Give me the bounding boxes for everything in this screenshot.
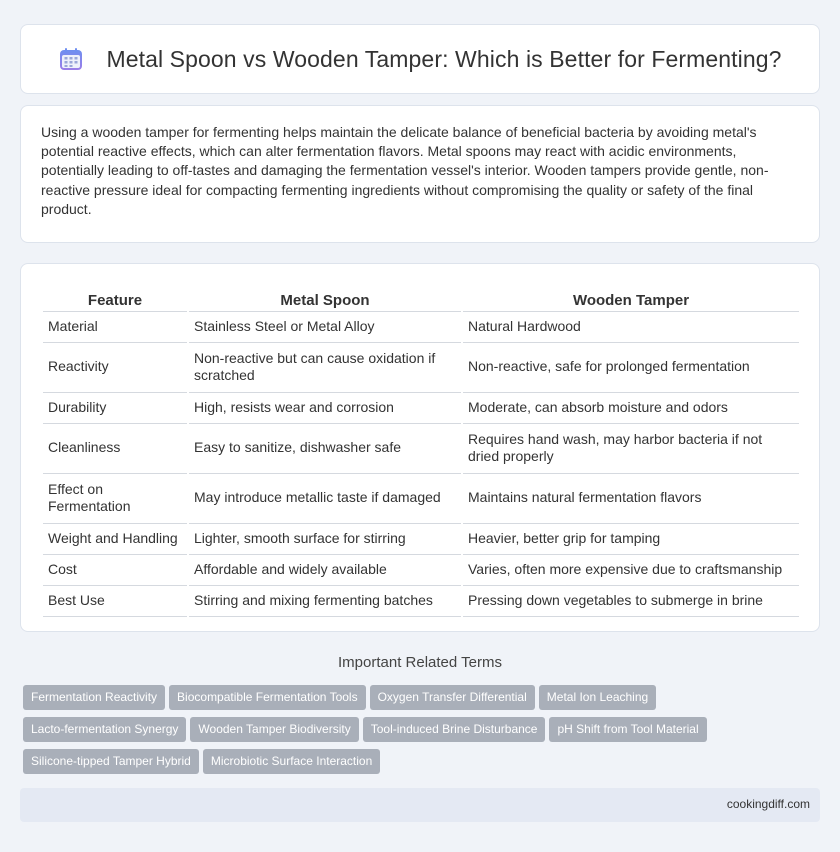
table-cell: Requires hand wash, may harbor bacteria if not dried properly [462,423,799,473]
header-card [20,24,820,94]
table-cell: Weight and Handling [43,523,188,554]
table-cell: Durability [43,392,188,423]
footer-site-link[interactable]: cookingdiff.com [726,797,810,811]
comparison-table-card [20,263,820,632]
header-feature: Feature [43,286,188,311]
term-tag[interactable]: Fermentation Reactivity [23,685,165,710]
footer [20,788,820,822]
table-cell: Stainless Steel or Metal Alloy [188,311,462,342]
table-cell: Moderate, can absorb moisture and odors [462,392,799,423]
table-cell: Effect on Fermentation [43,473,188,523]
title-wrap [58,46,781,73]
table-cell: Lighter, smooth surface for stirring [188,523,462,554]
header-metal-spoon: Metal Spoon [188,286,462,311]
table-cell: High, resists wear and corrosion [188,392,462,423]
table-cell: Varies, often more expensive due to craftsmanship [462,554,799,585]
table-row [43,342,799,392]
table-cell: May introduce metallic taste if damaged [188,473,462,523]
term-tag[interactable]: Tool-induced Brine Disturbance [363,717,546,742]
table-cell: Heavier, better grip for tamping [462,523,799,554]
table-cell: Best Use [43,585,188,616]
term-tag[interactable]: Lacto-fermentation Synergy [23,717,186,742]
term-tag[interactable]: Microbiotic Surface Interaction [203,749,380,774]
table-cell: Stirring and mixing fermenting batches [188,585,462,616]
table-cell: Maintains natural fermentation flavors [462,473,799,523]
table-row [43,311,799,342]
related-terms-list [23,685,723,781]
comparison-table [43,286,799,617]
table-header-row [43,286,799,311]
table-cell: Pressing down vegetables to submerge in brine [462,585,799,616]
page-title: Metal Spoon vs Wooden Tamper: Which is Better for Fermenting? [106,45,782,72]
related-terms-heading: Important Related Terms [338,654,502,671]
term-tag[interactable]: Silicone-tipped Tamper Hybrid [23,749,199,774]
term-tag[interactable]: Metal Ion Leaching [539,685,656,710]
table-cell: Affordable and widely available [188,554,462,585]
term-tag[interactable]: Oxygen Transfer Differential [370,685,535,710]
intro-text: Using a wooden tamper for fermenting helps maintain the delicate balance of beneficial bacteria by avoiding metal's potential reactive effects, which can alter fermentation flavors. Metal spoons may react with acidic environments, potentially leading to off-tastes and damaging the fermentation vessel's interior. Wooden tampers provide gentle, non-reactive pressure ideal for compacting fermenting ingredients without compromising the quality or safety of the final product. [41,124,769,217]
table-row [43,585,799,616]
table-cell: Non-reactive but can cause oxidation if scratched [188,342,462,392]
table-row [43,523,799,554]
table-row [43,423,799,473]
table-cell: Reactivity [43,342,188,392]
calendar-icon [58,46,84,72]
table-cell: Non-reactive, safe for prolonged fermentation [462,342,799,392]
table-cell: Cleanliness [43,423,188,473]
table-cell: Material [43,311,188,342]
table-row [43,392,799,423]
table-cell: Easy to sanitize, dishwasher safe [188,423,462,473]
table-row [43,554,799,585]
header-wooden-tamper: Wooden Tamper [462,286,799,311]
table-cell: Cost [43,554,188,585]
term-tag[interactable]: pH Shift from Tool Material [549,717,706,742]
term-tag[interactable]: Biocompatible Fermentation Tools [169,685,366,710]
term-tag[interactable]: Wooden Tamper Biodiversity [190,717,358,742]
table-cell: Natural Hardwood [462,311,799,342]
intro-card [20,105,820,243]
table-row [43,473,799,523]
